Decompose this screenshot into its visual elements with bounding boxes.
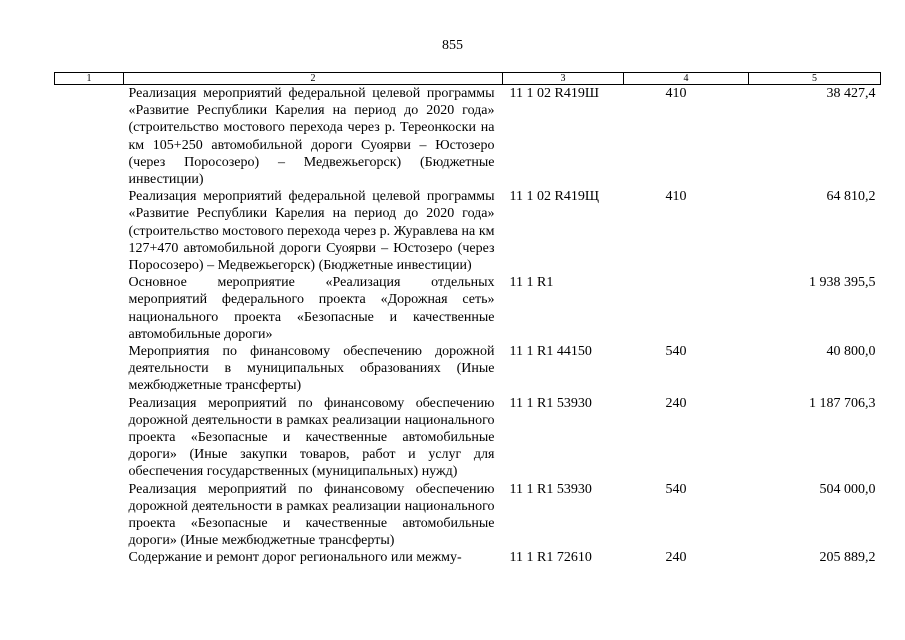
amount-cell: 38 427,4 [826, 86, 876, 101]
table-row [55, 395, 881, 481]
expense-type-cell: 240 [665, 395, 687, 411]
description-cell: Реализация мероприятий по финансовому обеспечению дорожной деятельности в рамках реализации национального проекта «Безопасные и качественные автомобильные дороги» (Иные закупки товаров, работ и услуг для обеспечения государственных (муниципальных) нужд) [128, 395, 495, 480]
target-code-cell: 11 1 R1 53930 [509, 481, 592, 497]
budget-table [54, 72, 881, 567]
column-number-row [55, 73, 881, 85]
description-cell: Мероприятия по финансовому обеспечению дорожной деятельности в муниципальных образованиях (Иные межбюджетные трансферты) [128, 344, 495, 394]
amount-cell: 64 810,2 [826, 189, 876, 205]
target-code-cell: 11 1 02 R419Ш [509, 86, 599, 101]
table-row [55, 481, 881, 550]
amount-cell: 205 889,2 [819, 550, 876, 566]
column-header: 5 [749, 73, 881, 85]
description-cell: Основное мероприятие «Реализация отдельных мероприятий федерального проекта «Дорожная сеть» национального проекта «Безопасные и качественные автомобильные дороги» [128, 275, 495, 342]
target-code-cell: 11 1 R1 53930 [509, 395, 592, 411]
expense-type-cell [624, 274, 749, 343]
amount-cell: 1 187 706,3 [809, 395, 876, 411]
page-number: 855 [442, 38, 463, 53]
expense-type-cell: 410 [665, 189, 687, 205]
table-row [55, 343, 881, 395]
amount-cell: 504 000,0 [819, 481, 876, 497]
column-header: 2 [124, 73, 503, 85]
row-index-cell [55, 549, 124, 566]
column-header: 3 [503, 73, 624, 85]
expense-type-cell: 540 [665, 481, 687, 497]
expense-type-cell: 540 [665, 344, 687, 360]
amount-cell: 40 800,0 [826, 344, 876, 360]
row-index-cell [55, 274, 124, 343]
table-row [55, 274, 881, 343]
table-row [55, 85, 881, 189]
target-code-cell: 11 1 R1 72610 [509, 550, 592, 566]
description-cell: Реализация мероприятий федеральной целевой программы «Развитие Республики Карелия на период до 2020 года» (строительство мостового перехода через р. Журавлева на км 127+470 автомобильной дороги Суоярви – Юстозеро (через Поросозеро) – Медвежьегорск) (Бюджетные инвестиции) [128, 189, 495, 274]
row-index-cell [55, 343, 124, 395]
column-header: 4 [624, 73, 749, 85]
target-code-cell: 11 1 R1 44150 [509, 344, 592, 360]
description-cell: Реализация мероприятий по финансовому обеспечению дорожной деятельности в рамках реализации национального проекта «Безопасные и качественные автомобильные дороги» (Иные межбюджетные трансферты) [128, 481, 495, 549]
row-index-cell [55, 188, 124, 274]
row-index-cell [55, 85, 124, 189]
row-index-cell [55, 481, 124, 550]
expense-type-cell: 410 [665, 86, 687, 101]
expense-type-cell: 240 [665, 550, 687, 566]
target-code-cell: 11 1 R1 [509, 275, 554, 291]
table-row [55, 549, 881, 566]
description-cell: Реализация мероприятий федеральной целевой программы «Развитие Республики Карелия на период до 2020 года» (строительство мостового перехода через р. Тереонкоски на км 105+250 автомобильной дороги Суоярви – Юстозеро (через Поросозеро) – Медвежьегорск) (Бюджетные инвестиции) [128, 86, 495, 188]
table-row [55, 188, 881, 274]
column-header: 1 [55, 73, 124, 85]
row-index-cell [55, 395, 124, 481]
target-code-cell: 11 1 02 R419Щ [509, 189, 599, 205]
description-cell: Содержание и ремонт дорог регионального или межму- [128, 550, 462, 566]
amount-cell: 1 938 395,5 [809, 275, 876, 291]
